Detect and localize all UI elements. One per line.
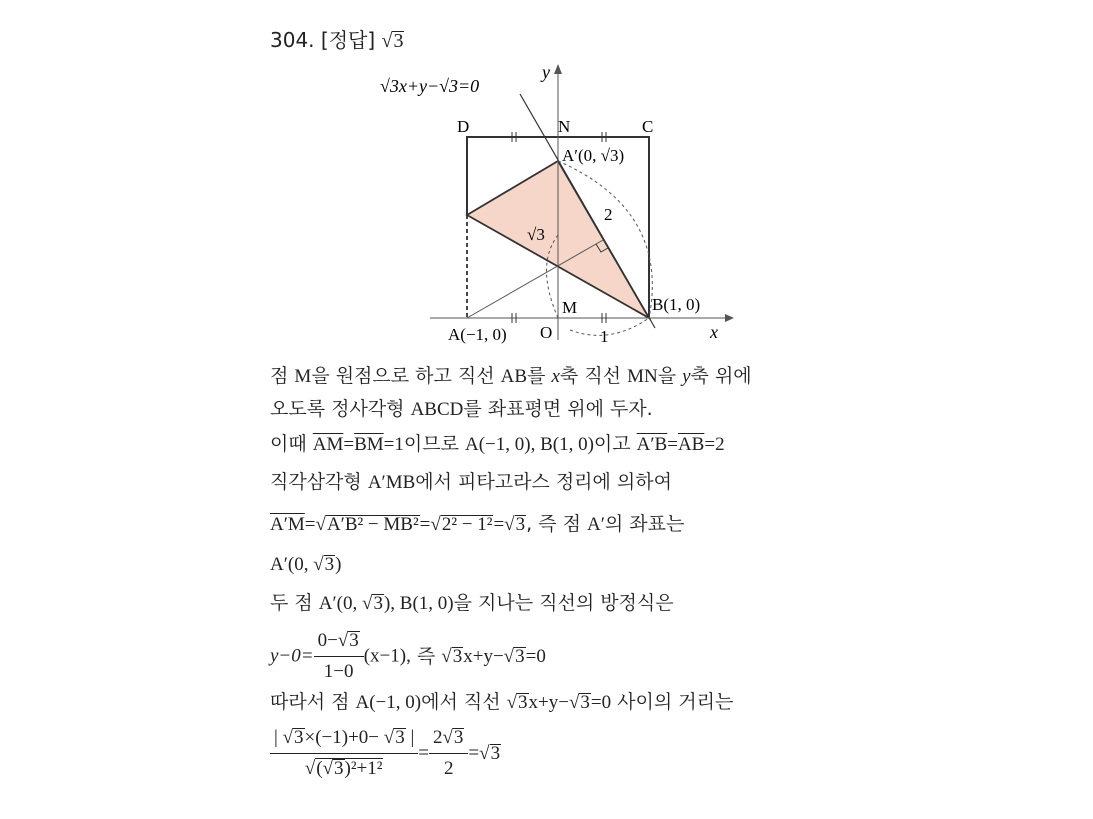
text-line-2: 오도록 정사각형 ABCD를 좌표평면 위에 두자. bbox=[270, 398, 653, 420]
origin-o-label: O bbox=[540, 323, 553, 342]
text-line-7: 두 점 A′(0, √3), B(1, 0)을 지나는 직선의 방정식은 bbox=[270, 592, 674, 614]
problem-number: 304. bbox=[270, 28, 315, 52]
text-line-5: A′M=√A′B² − MB²=√2² − 1²=√3, 즉 점 A′의 좌표는 bbox=[270, 513, 685, 535]
point-n-label: N bbox=[558, 117, 571, 136]
distance-fraction: $\frac{| √3\times(-1)+0- √3 |}{\text{√(√3)²+1²}}$ bbox=[270, 725, 418, 782]
length-1-label: 1 bbox=[600, 327, 609, 346]
answer-bracket: [정답] bbox=[320, 28, 376, 52]
text-line-6: A′(0, √3) bbox=[270, 554, 342, 575]
problem-header bbox=[270, 28, 404, 53]
text-line-1: 점 M을 원점으로 하고 직선 AB를 x축 직선 MN을 y축 위에 bbox=[270, 365, 752, 387]
length-sqrt3-label: √3 bbox=[527, 225, 545, 244]
point-b-label: B(1, 0) bbox=[652, 295, 701, 314]
y-axis-arrow bbox=[554, 64, 562, 74]
slope-fraction: $\frac{0-√3}{1-0}$ bbox=[314, 628, 364, 685]
line-equation-label: √3x+y−√3=0 bbox=[380, 76, 480, 96]
x-axis-label: x bbox=[710, 322, 718, 342]
dashed-arc-3 bbox=[570, 318, 649, 335]
simplified-fraction: $\frac{2√3}{2}$ bbox=[429, 725, 468, 782]
text-line-9: 따라서 점 A(−1, 0)에서 직선 √3x+y−√3=0 사이의 거리는 bbox=[270, 691, 734, 713]
geometry-figure bbox=[370, 60, 750, 350]
text-line-3: 이때 $\overline{AM}=\overline{BM}=1$이므로 A(−1, 0), B(1, 0)이고 $A'B=\overline{AB}=2$ bbox=[270, 433, 725, 455]
answer-value: √3 bbox=[381, 30, 404, 52]
point-d-label: D bbox=[457, 117, 470, 136]
point-m-label: M bbox=[562, 298, 578, 317]
text-line-10: $\frac{| √3\times(-1)+0- √3 |}{\text{√(√3)²+1²}}$ = $\frac{2√3}{2}$ =√3 bbox=[270, 725, 501, 782]
length-2-label: 2 bbox=[604, 205, 613, 224]
point-a-label: A(−1, 0) bbox=[448, 325, 507, 344]
text-line-4: 직각삼각형 A′MB에서 피타고라스 정리에 의하여 bbox=[270, 471, 672, 493]
y-axis-label: y bbox=[542, 62, 550, 82]
point-c-label: C bbox=[642, 117, 654, 136]
x-axis-arrow bbox=[725, 314, 734, 322]
point-aprime-label: A′(0, √3) bbox=[562, 146, 625, 165]
text-line-8: y−0= $\frac{0-√3}{1-0}$ (x−1), 즉 √3x+y−√3=0 bbox=[270, 628, 546, 685]
